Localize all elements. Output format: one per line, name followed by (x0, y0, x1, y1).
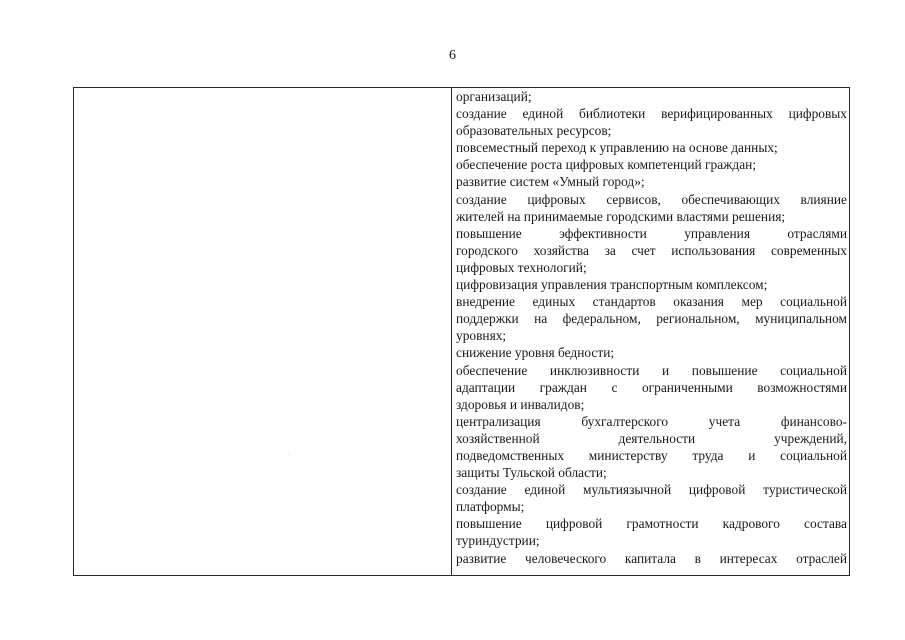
table-text-line: защиты Тульской области; (456, 465, 607, 481)
table-text-line: повсеместный переход к управлению на основе данных; (456, 140, 778, 156)
table-text-line: внедрение единых стандартов оказания мер социальной (456, 294, 847, 310)
table-text-line: городского хозяйства за счет использования современных (456, 242, 847, 258)
table-text-line: уровнях; (456, 328, 507, 344)
table-text-line: обеспечение роста цифровых компетенций граждан; (456, 157, 757, 173)
table-text-line: поддержки на федеральном, региональном, муниципальном (456, 311, 847, 327)
table-text-line: создание единой мультиязычной цифровой туристической (456, 482, 847, 498)
table-text-line: организаций; (456, 89, 532, 104)
table-text-line: повышение эффективности управления отраслями (456, 225, 847, 241)
table-right-cell (456, 88, 847, 574)
table-text-line: туриндустрии; (456, 533, 540, 549)
table-text-line: жителей на принимаемые городскими властями решения; (456, 208, 786, 224)
page-number: 6 (449, 48, 456, 63)
table-left-cell (74, 88, 451, 575)
table-text-line: создание цифровых сервисов, обеспечивающих влияние (456, 191, 847, 207)
table-text-line: цифровизация управления транспортным комплексом; (456, 277, 768, 293)
table-text-line: создание единой библиотеки верифицированных цифровых (456, 106, 847, 122)
table-text-line: адаптации граждан с ограниченными возможностями (456, 379, 847, 395)
table-text-line: снижение уровня бедности; (456, 345, 615, 361)
table-text-line: развитие человеческого капитала в интересах отраслей (456, 550, 847, 566)
table-text-line: цифровых технологий; (456, 259, 587, 275)
table-column-divider (451, 87, 452, 576)
table-text-line: здоровья и инвалидов; (456, 396, 585, 412)
scan-artifact-mark: · (288, 450, 291, 459)
table-text-line: централизация бухгалтерского учета финансово- (456, 413, 847, 429)
table-text-line: образовательных ресурсов; (456, 123, 612, 139)
table-text-line: развитие систем «Умный город»; (456, 174, 645, 190)
table-text-line: обеспечение инклюзивности и повышение социальной (456, 362, 847, 378)
table-text-line: платформы; (456, 499, 525, 515)
table-text-line: хозяйственной деятельности учреждений, (456, 430, 847, 446)
table-text-line: повышение цифровой грамотности кадрового состава (456, 516, 847, 532)
table-text-line: подведомственных министерству труда и социальной (456, 447, 847, 463)
